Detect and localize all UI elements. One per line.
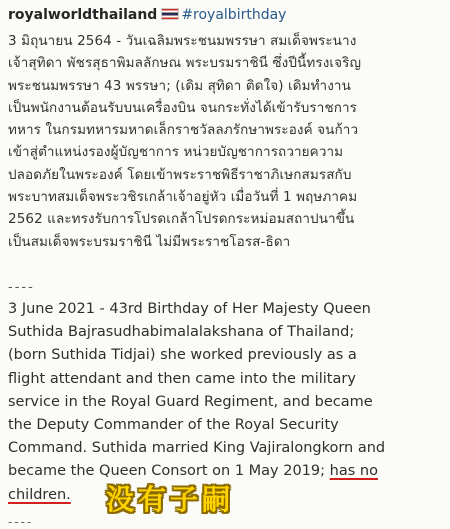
thai-line: 2562 และทรงรับการโปรดเกล้าโปรดกระหม่อมสถาปนาขึ้น [8, 211, 355, 228]
caption-divider: ---- [8, 515, 34, 529]
highlighted-phrase: has no [329, 463, 378, 480]
english-line: Command. Suthida married King Vajiralongkorn and [8, 440, 386, 457]
thai-line: พระบาทสมเด็จพระวชิรเกล้าเจ้าอยู่หัว เมื่อวันที่ 1 พฤษภาคม [8, 189, 358, 206]
caption-divider: ---- [8, 280, 35, 295]
thai-line: เจ้าสุทิดา พัชรสุธาพิมลลักษณ พระบรมราชินี ซึ่งปีนี้ทรงเจริญ [8, 55, 362, 72]
english-caption [8, 298, 448, 507]
thai-line: เป็นพนักงานต้อนรับบนเครื่องบิน จนกระทั่งได้เข้ารับราชการ [8, 99, 358, 116]
english-line: flight attendant and then came into the military [8, 370, 356, 387]
thai-line: ปลอดภัยในพระองค์ โดยเข้าพระราชพิธีราชาภิเษกสมรสกับ [8, 166, 352, 183]
hashtag-link[interactable]: #royalbirthday [181, 7, 287, 23]
english-line: 3 June 2021 - 43rd Birthday of Her Majesty Queen [8, 301, 371, 317]
thai-caption [8, 30, 444, 253]
thai-line: พระชนมพรรษา 43 พรรษา; (เดิม สุทิดา ติดใจ) เดิมทำงาน [8, 77, 351, 94]
thai-line: 3 มิถุนายน 2564 - วันเฉลิมพระชนมพรรษา สมเด็จพระนาง [8, 33, 357, 49]
thai-line: ทหาร ในกรมทหารมหาดเล็กราชวัลลภรักษาพระองค์ จนก้าว [8, 122, 359, 139]
highlighted-phrase: children. [8, 486, 71, 503]
english-line: the Deputy Commander of the Royal Security [8, 417, 339, 434]
english-line: became the Queen Consort on 1 May 2019; [8, 463, 326, 480]
post-header [8, 6, 286, 24]
chinese-annotation-overlay: 没有子嗣 [106, 483, 235, 516]
english-line: (born Suthida Tidjai) she worked previously as a [8, 347, 357, 364]
english-line: service in the Royal Guard Regiment, and became [8, 393, 373, 410]
thai-line: เข้าสู่ตำแหน่งรองผู้บัญชาการ หน่วยบัญชาการถวายความ [8, 144, 344, 161]
thai-line: เป็นสมเด็จพระบรมราชินี ไม่มีพระราชโอรส-ธิดา [8, 233, 291, 250]
username-link[interactable]: royalworldthailand [8, 7, 158, 23]
english-line: Suthida Bajrasudhabimalalakshana of Thailand; [8, 324, 355, 341]
thai-flag-icon [161, 8, 179, 20]
